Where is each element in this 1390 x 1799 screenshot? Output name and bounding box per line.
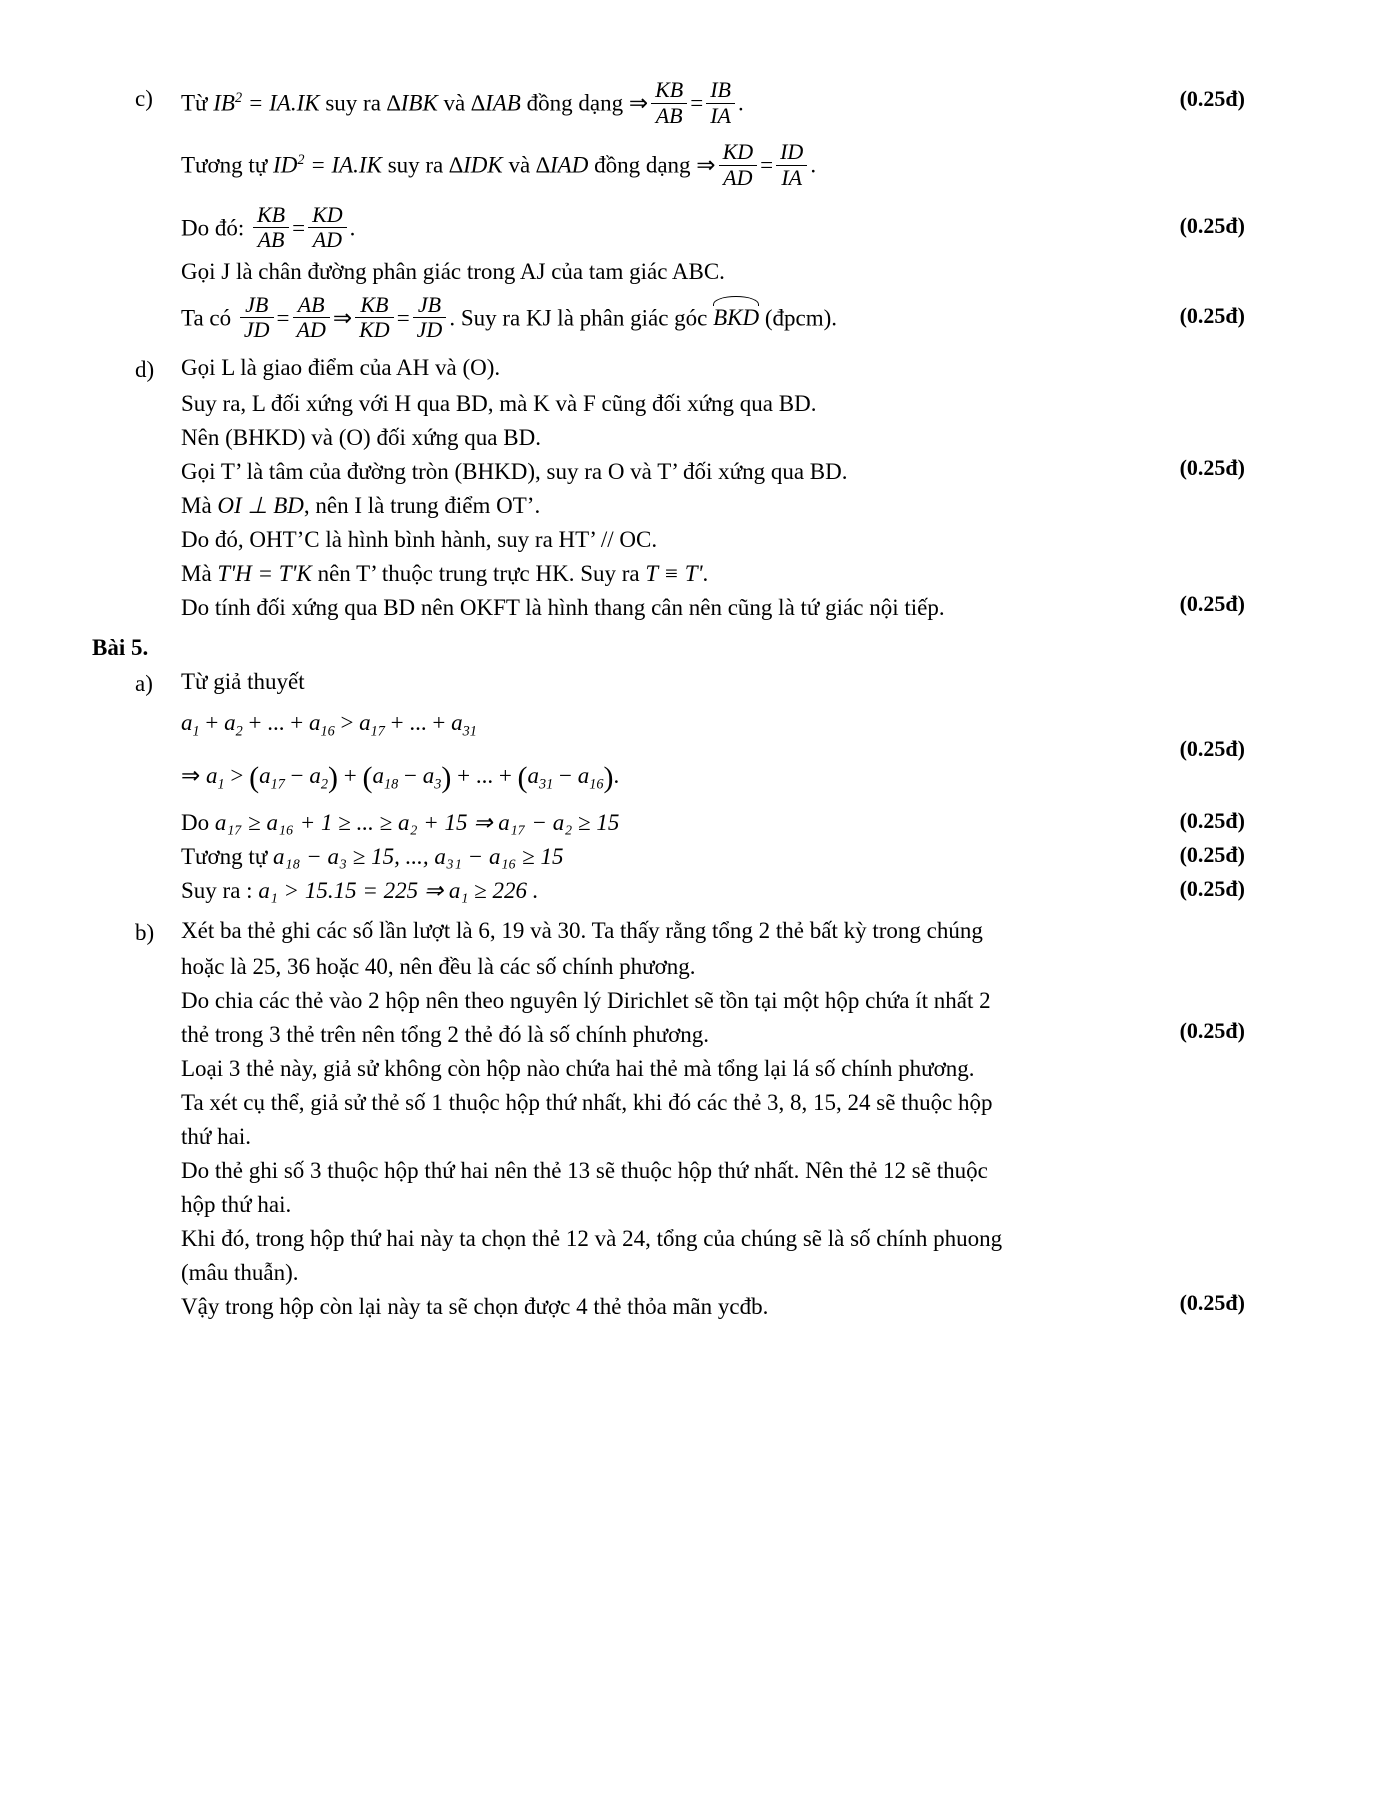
bai5-a-line3-row <box>135 806 1245 840</box>
c2-exp1: 2 <box>297 152 305 168</box>
spacer-marker-b7 <box>135 1120 181 1122</box>
bai5-b-line9-row <box>135 1188 1245 1222</box>
spacer-marker-a1 <box>135 701 181 703</box>
spacer-marker-b5 <box>135 1052 181 1054</box>
eq1-gt: > <box>340 710 354 735</box>
eq1-a1-sub: 1 <box>192 723 200 740</box>
list-marker-a: a) <box>135 671 153 696</box>
spacer-marker-b8 <box>135 1154 181 1156</box>
spacer-marker-b9 <box>135 1188 181 1190</box>
a4-prefix: Tương tự <box>181 844 274 870</box>
spacer-marker-d4 <box>135 455 181 457</box>
spacer-marker-c3 <box>135 205 181 207</box>
solution-line-d8 <box>135 591 1245 625</box>
d7-prefix: Mà <box>181 561 218 586</box>
c5-frac4-den: JD <box>413 317 447 343</box>
c2-fraction-1 <box>719 140 758 190</box>
score-a-line3: (0.25đ) <box>1179 808 1245 834</box>
score-d8: (0.25đ) <box>1179 591 1245 616</box>
c2-prefix: Tương tự <box>181 152 274 178</box>
bai5-b-line1: Xét ba thẻ ghi các số lần lượt là 6, 19 và 30. Ta thấy rằng tổng 2 thẻ bất kỳ trong chúng <box>181 918 983 944</box>
c5-prefix: Ta có <box>181 305 237 331</box>
spacer-marker-d2 <box>135 387 181 389</box>
eq2-dots: + ... + <box>457 762 512 788</box>
eq2-paren-close-1: ) <box>328 760 338 794</box>
c2-frac1-den: AD <box>719 165 758 191</box>
bai5-b-line8-row <box>135 1154 1245 1188</box>
c5-eq1: = <box>276 305 290 331</box>
c5-arrow: ⇒ <box>332 305 353 331</box>
spacer-marker-b11 <box>135 1256 181 1258</box>
bai5-a-line4 <box>181 840 1245 874</box>
bai5-a-line5 <box>181 874 1245 908</box>
bai5-b-line12: Vậy trong hộp còn lại này ta sẽ chọn được 4 thẻ thỏa mãn ycđb. <box>181 1294 769 1320</box>
c2-frac1-num: KD <box>722 139 754 165</box>
solution-line-d2 <box>135 387 1245 421</box>
bai5-b-line11-row <box>135 1256 1245 1290</box>
eq2-g1a-sub: 17 <box>270 776 285 793</box>
c1-fraction-1 <box>651 78 687 128</box>
eq2-g3b: a <box>577 762 590 788</box>
c1-frac1-den: AB <box>651 103 687 129</box>
c1-math2: = IA.IK <box>242 90 320 116</box>
spacer-marker-a4 <box>135 840 181 842</box>
eq1-a16-sub: 16 <box>320 723 335 740</box>
document-content <box>92 77 1245 1324</box>
spacer-marker-a2 <box>135 754 181 756</box>
a5-prefix: Suy ra : <box>181 878 259 904</box>
list-marker-d: d) <box>135 357 155 382</box>
c5-fraction-2 <box>293 293 330 343</box>
eq2-lead-sub: 1 <box>217 776 225 793</box>
spacer-marker-b4 <box>135 1018 181 1020</box>
eq2-g2a: a <box>372 762 384 788</box>
c1-equals: = <box>690 90 704 116</box>
score-d4: (0.25đ) <box>1179 455 1245 480</box>
score-a-eq2: (0.25đ) <box>1179 735 1245 761</box>
eq2-minus3: − <box>553 762 578 788</box>
bai5-a-eq1-row <box>135 701 1245 754</box>
c3-frac1-num: KB <box>257 201 286 227</box>
c2-mid1: suy ra <box>381 152 450 178</box>
line-d3-text: Nên (BHKD) và (O) đối xứng qua BD. <box>181 425 541 450</box>
score-c1: (0.25đ) <box>1179 86 1245 111</box>
bai5-a-eq2 <box>181 754 1245 807</box>
eq1-a31-sub: 31 <box>462 723 477 740</box>
c3-prefix: Do đó: <box>181 214 250 240</box>
c2-mid3: đồng dạng <box>588 152 697 178</box>
d7-math2: T ≡ T' <box>645 561 703 586</box>
c1-prefix: Từ <box>181 90 214 116</box>
score-b-line12: (0.25đ) <box>1179 1290 1245 1316</box>
line-c5-text <box>181 291 1245 345</box>
line-c3-text <box>181 201 1245 255</box>
spacer-marker-b6 <box>135 1086 181 1088</box>
bai5-b-line3: Do chia các thẻ vào 2 hộp nên theo nguyên lý Dirichlet sẽ tồn tại một hộp chứa ít nhất 2 <box>181 988 991 1014</box>
eq2-g3b-sub: 16 <box>589 776 604 793</box>
bai5-a-eq2-row <box>135 735 1245 807</box>
a4-math: a₁₈ − a₃ ≥ 15, ..., a₃₁ − a₁₆ ≥ 15 <box>273 844 564 870</box>
c3-frac1-den: AB <box>253 227 289 253</box>
solution-line-d1 <box>135 351 1245 387</box>
c1-mid2: và <box>437 90 472 116</box>
eq2-tail: . <box>613 762 620 788</box>
c2-arrow: ⇒ <box>696 152 716 178</box>
c5-frac3-den: KD <box>355 317 394 343</box>
bai5-b-line7-row <box>135 1120 1245 1154</box>
line-d2-text: Suy ra, L đối xứng với H qua BD, mà K và F cũng đối xứng qua BD. <box>181 391 817 416</box>
spacer-marker-d8 <box>135 591 181 593</box>
line-d6-text: Do đó, OHT’C là hình bình hành, suy ra HT’ // OC. <box>181 527 658 552</box>
eq1-a17: a <box>359 710 371 735</box>
eq2-paren-close-3: ) <box>603 760 614 794</box>
a3-math: a₁₇ ≥ a₁₆ + 1 ≥ ... ≥ a₂ + 15 ⇒ a₁₇ − a₂ ≥ 15 <box>214 810 620 836</box>
spacer-marker-d6 <box>135 523 181 525</box>
eq1-plus1: + <box>205 710 219 735</box>
line-c4-text: Gọi J là chân đường phân giác trong AJ của tam giác ABC. <box>181 258 725 284</box>
score-a-line4: (0.25đ) <box>1179 842 1245 868</box>
solution-line-c3 <box>135 201 1245 255</box>
eq2-g2b-sub: 3 <box>434 776 442 793</box>
spacer-marker-b12 <box>135 1290 181 1292</box>
c1-arrow: ⇒ <box>628 90 649 116</box>
line-c2-text <box>181 139 1245 192</box>
bai5-b-line8: Do thẻ ghi số 3 thuộc hộp thứ hai nên thẻ 13 sẽ thuộc hộp thứ nhất. Nên thẻ 12 sẽ thuộc <box>181 1158 988 1184</box>
bai5-a-line4-row <box>135 840 1245 874</box>
eq2-paren-open-2: ( <box>362 760 373 794</box>
eq2-lead: a <box>206 762 218 788</box>
bai5-b-line10-row <box>135 1222 1245 1256</box>
d5-prefix: Mà <box>181 493 218 518</box>
c2-tri2: ∆IAD <box>535 152 589 178</box>
line-d8-text: Do tính đối xứng qua BD nên OKFT là hình thang cân nên cũng là tứ giác nội tiếp. <box>181 595 945 620</box>
c2-tail: . <box>810 152 817 178</box>
eq1-a16: a <box>308 710 321 735</box>
eq2-g3a: a <box>527 762 540 788</box>
bai5-b-line12-row <box>135 1290 1245 1324</box>
c1-tri1: ∆IBK <box>386 90 438 116</box>
eq2-g2b: a <box>422 762 435 788</box>
bai5-a-eq1 <box>181 701 1245 754</box>
eq1-a1: a <box>181 710 193 735</box>
d5-math: OI ⊥ BD <box>217 493 304 518</box>
c5-angle-bkd: BKD <box>713 299 759 335</box>
solution-line-d5 <box>135 489 1245 523</box>
c5-eq2: = <box>396 305 410 331</box>
c1-tri2: ∆IAB <box>471 90 521 116</box>
eq2-g1a: a <box>259 762 271 788</box>
c5-mid: . Suy ra KJ là phân giác góc <box>449 305 714 331</box>
bai5-a-intro <box>135 665 1245 701</box>
eq2-g1b-sub: 2 <box>320 776 328 793</box>
c5-fraction-1 <box>240 293 274 343</box>
list-marker-b: b) <box>135 920 155 946</box>
c2-math1: ID <box>273 152 298 178</box>
eq2-arrow: ⇒ <box>181 762 201 788</box>
c5-fraction-4 <box>413 293 447 343</box>
bai5-a-intro-text: Từ giả thuyết <box>181 669 305 694</box>
spacer-marker-b10 <box>135 1222 181 1224</box>
c3-tail: . <box>349 214 356 240</box>
bai5-a-line3 <box>181 806 1245 840</box>
c3-frac2-den: AD <box>308 227 347 253</box>
bai5-a-line5-row <box>135 874 1245 908</box>
solution-line-c5 <box>135 291 1245 345</box>
bai5-b-line9: hộp thứ hai. <box>181 1192 292 1218</box>
c1-fraction-2 <box>706 78 735 128</box>
eq1-dots2: + ... + <box>390 710 446 735</box>
c3-frac2-num: KD <box>312 201 343 227</box>
eq2-paren-open-3: ( <box>517 760 528 794</box>
eq2-g2a-sub: 18 <box>383 776 399 793</box>
spacer-marker-d3 <box>135 421 181 423</box>
d7-mid: nên T’ thuộc trung trực HK. Suy ra <box>311 561 646 586</box>
solution-line-d3 <box>135 421 1245 455</box>
eq1-a2: a <box>224 710 236 735</box>
c5-frac4-num: JB <box>417 291 442 317</box>
c2-equals: = <box>760 152 774 178</box>
line-d7-text <box>181 557 1245 591</box>
eq2-minus1: − <box>284 762 310 788</box>
bai5-heading-row <box>92 631 1245 665</box>
bai5-b-line11: (mâu thuẫn). <box>181 1260 299 1286</box>
c1-mid1: suy ra <box>319 90 387 116</box>
c3-fraction-1 <box>253 203 289 253</box>
eq2-paren-open-1: ( <box>249 760 260 794</box>
c2-frac2-den: IA <box>776 165 807 191</box>
c1-mid3: đồng dạng <box>520 90 629 116</box>
solution-line-d6 <box>135 523 1245 557</box>
bai5-b-line10: Khi đó, trong hộp thứ hai này ta chọn thẻ 12 và 24, tổng của chúng sẽ là số chính phuong <box>181 1226 1003 1252</box>
solution-line-c1 <box>135 77 1245 130</box>
spacer-marker-a3 <box>135 806 181 808</box>
c5-tail: (đpcm). <box>759 305 838 331</box>
c1-frac2-den: IA <box>706 103 735 129</box>
score-a-line5: (0.25đ) <box>1179 876 1245 902</box>
c5-frac1-num: JB <box>245 291 269 317</box>
spacer-marker-b3 <box>135 984 181 986</box>
spacer-marker-d5 <box>135 489 181 491</box>
line-d4-text: Gọi T’ là tâm của đường tròn (BHKD), suy ra O và T’ đối xứng qua BD. <box>181 459 848 484</box>
bai5-b-line6: Ta xét cụ thể, giả sử thẻ số 1 thuộc hộp thứ nhất, khi đó các thẻ 3, 8, 15, 24 sẽ thuộc hộp <box>181 1090 993 1116</box>
c2-mid2: và <box>502 152 536 178</box>
c5-fraction-3 <box>355 293 394 343</box>
spacer-marker-d7 <box>135 557 181 559</box>
eq2-paren-close-2: ) <box>441 760 452 794</box>
c1-frac2-num: IB <box>710 77 731 102</box>
a3-prefix: Do <box>181 810 215 836</box>
eq1-dots1: + ... + <box>248 710 304 735</box>
bai5-label: Bài 5. <box>92 635 149 660</box>
solution-line-d7 <box>135 557 1245 591</box>
d5-tail: , nên I là trung điểm OT’. <box>303 493 541 518</box>
bai5-b-line3-row <box>135 984 1245 1018</box>
bai5-b-line7: thứ hai. <box>181 1124 251 1150</box>
spacer-marker-b2 <box>135 950 181 952</box>
score-c5: (0.25đ) <box>1179 302 1245 328</box>
c1-math1: IB <box>213 90 235 116</box>
eq2-gt: > <box>230 762 244 788</box>
c1-exp1: 2 <box>234 89 243 106</box>
bai5-b-line4-row <box>135 1018 1245 1052</box>
eq2-plus1: + <box>343 762 357 788</box>
bai5-b-line5: Loại 3 thẻ này, giả sử không còn hộp nào chứa hai thẻ mà tổng lại lá số chính phương. <box>181 1056 975 1082</box>
list-marker-c: c) <box>135 86 153 111</box>
eq1-a17-sub: 17 <box>370 723 385 740</box>
c5-frac3-num: KB <box>360 291 389 317</box>
c5-frac1-den: JD <box>240 317 274 343</box>
solution-line-c2 <box>135 139 1245 192</box>
eq1-a31: a <box>451 710 463 735</box>
bai5-b-line5-row <box>135 1052 1245 1086</box>
eq2-g1b: a <box>309 762 321 788</box>
c2-fraction-2 <box>776 140 807 190</box>
line-d1-text: Gọi L là giao điểm của AH và (O). <box>181 355 501 380</box>
spacer-marker-c4 <box>135 255 181 257</box>
line-c1-text <box>181 77 1245 130</box>
c2-math2: = IA.IK <box>304 152 382 178</box>
c2-tri1: ∆IDK <box>449 152 503 178</box>
spacer-marker-c5 <box>135 295 181 297</box>
bai5-b-line2: hoặc là 25, 36 hoặc 40, nên đều là các số chính phương. <box>181 954 696 980</box>
c1-tail: . <box>737 90 744 116</box>
eq1-a2-sub: 2 <box>235 723 243 740</box>
spacer-marker-a5 <box>135 874 181 876</box>
bai5-b-line2-row <box>135 950 1245 984</box>
d7-math1: T'H = T'K <box>217 561 312 586</box>
c3-equals: = <box>292 214 306 240</box>
bai5-b-line6-row <box>135 1086 1245 1120</box>
c1-frac1-num: KB <box>655 77 684 102</box>
c5-frac2-den: AD <box>293 317 330 343</box>
c2-frac2-num: ID <box>780 139 804 165</box>
eq2-g3a-sub: 31 <box>539 776 554 793</box>
eq2-minus2: − <box>398 762 423 788</box>
score-b-line4: (0.25đ) <box>1179 1018 1245 1044</box>
c3-fraction-2 <box>308 203 347 253</box>
a5-math: a₁ > 15.15 = 225 ⇒ a₁ ≥ 226 . <box>258 878 539 904</box>
line-d5-text <box>181 489 1245 523</box>
spacer-marker-c2 <box>135 142 181 144</box>
solution-line-d4 <box>135 455 1245 489</box>
score-c3: (0.25đ) <box>1179 212 1245 238</box>
solution-line-c4 <box>135 255 1245 289</box>
bai5-b-line1-row <box>135 914 1245 950</box>
d7-tail: . <box>702 561 709 586</box>
bai5-b-line4: thẻ trong 3 thẻ trên nên tổng 2 thẻ đó là số chính phương. <box>181 1022 709 1048</box>
c5-frac2-num: AB <box>297 291 325 317</box>
